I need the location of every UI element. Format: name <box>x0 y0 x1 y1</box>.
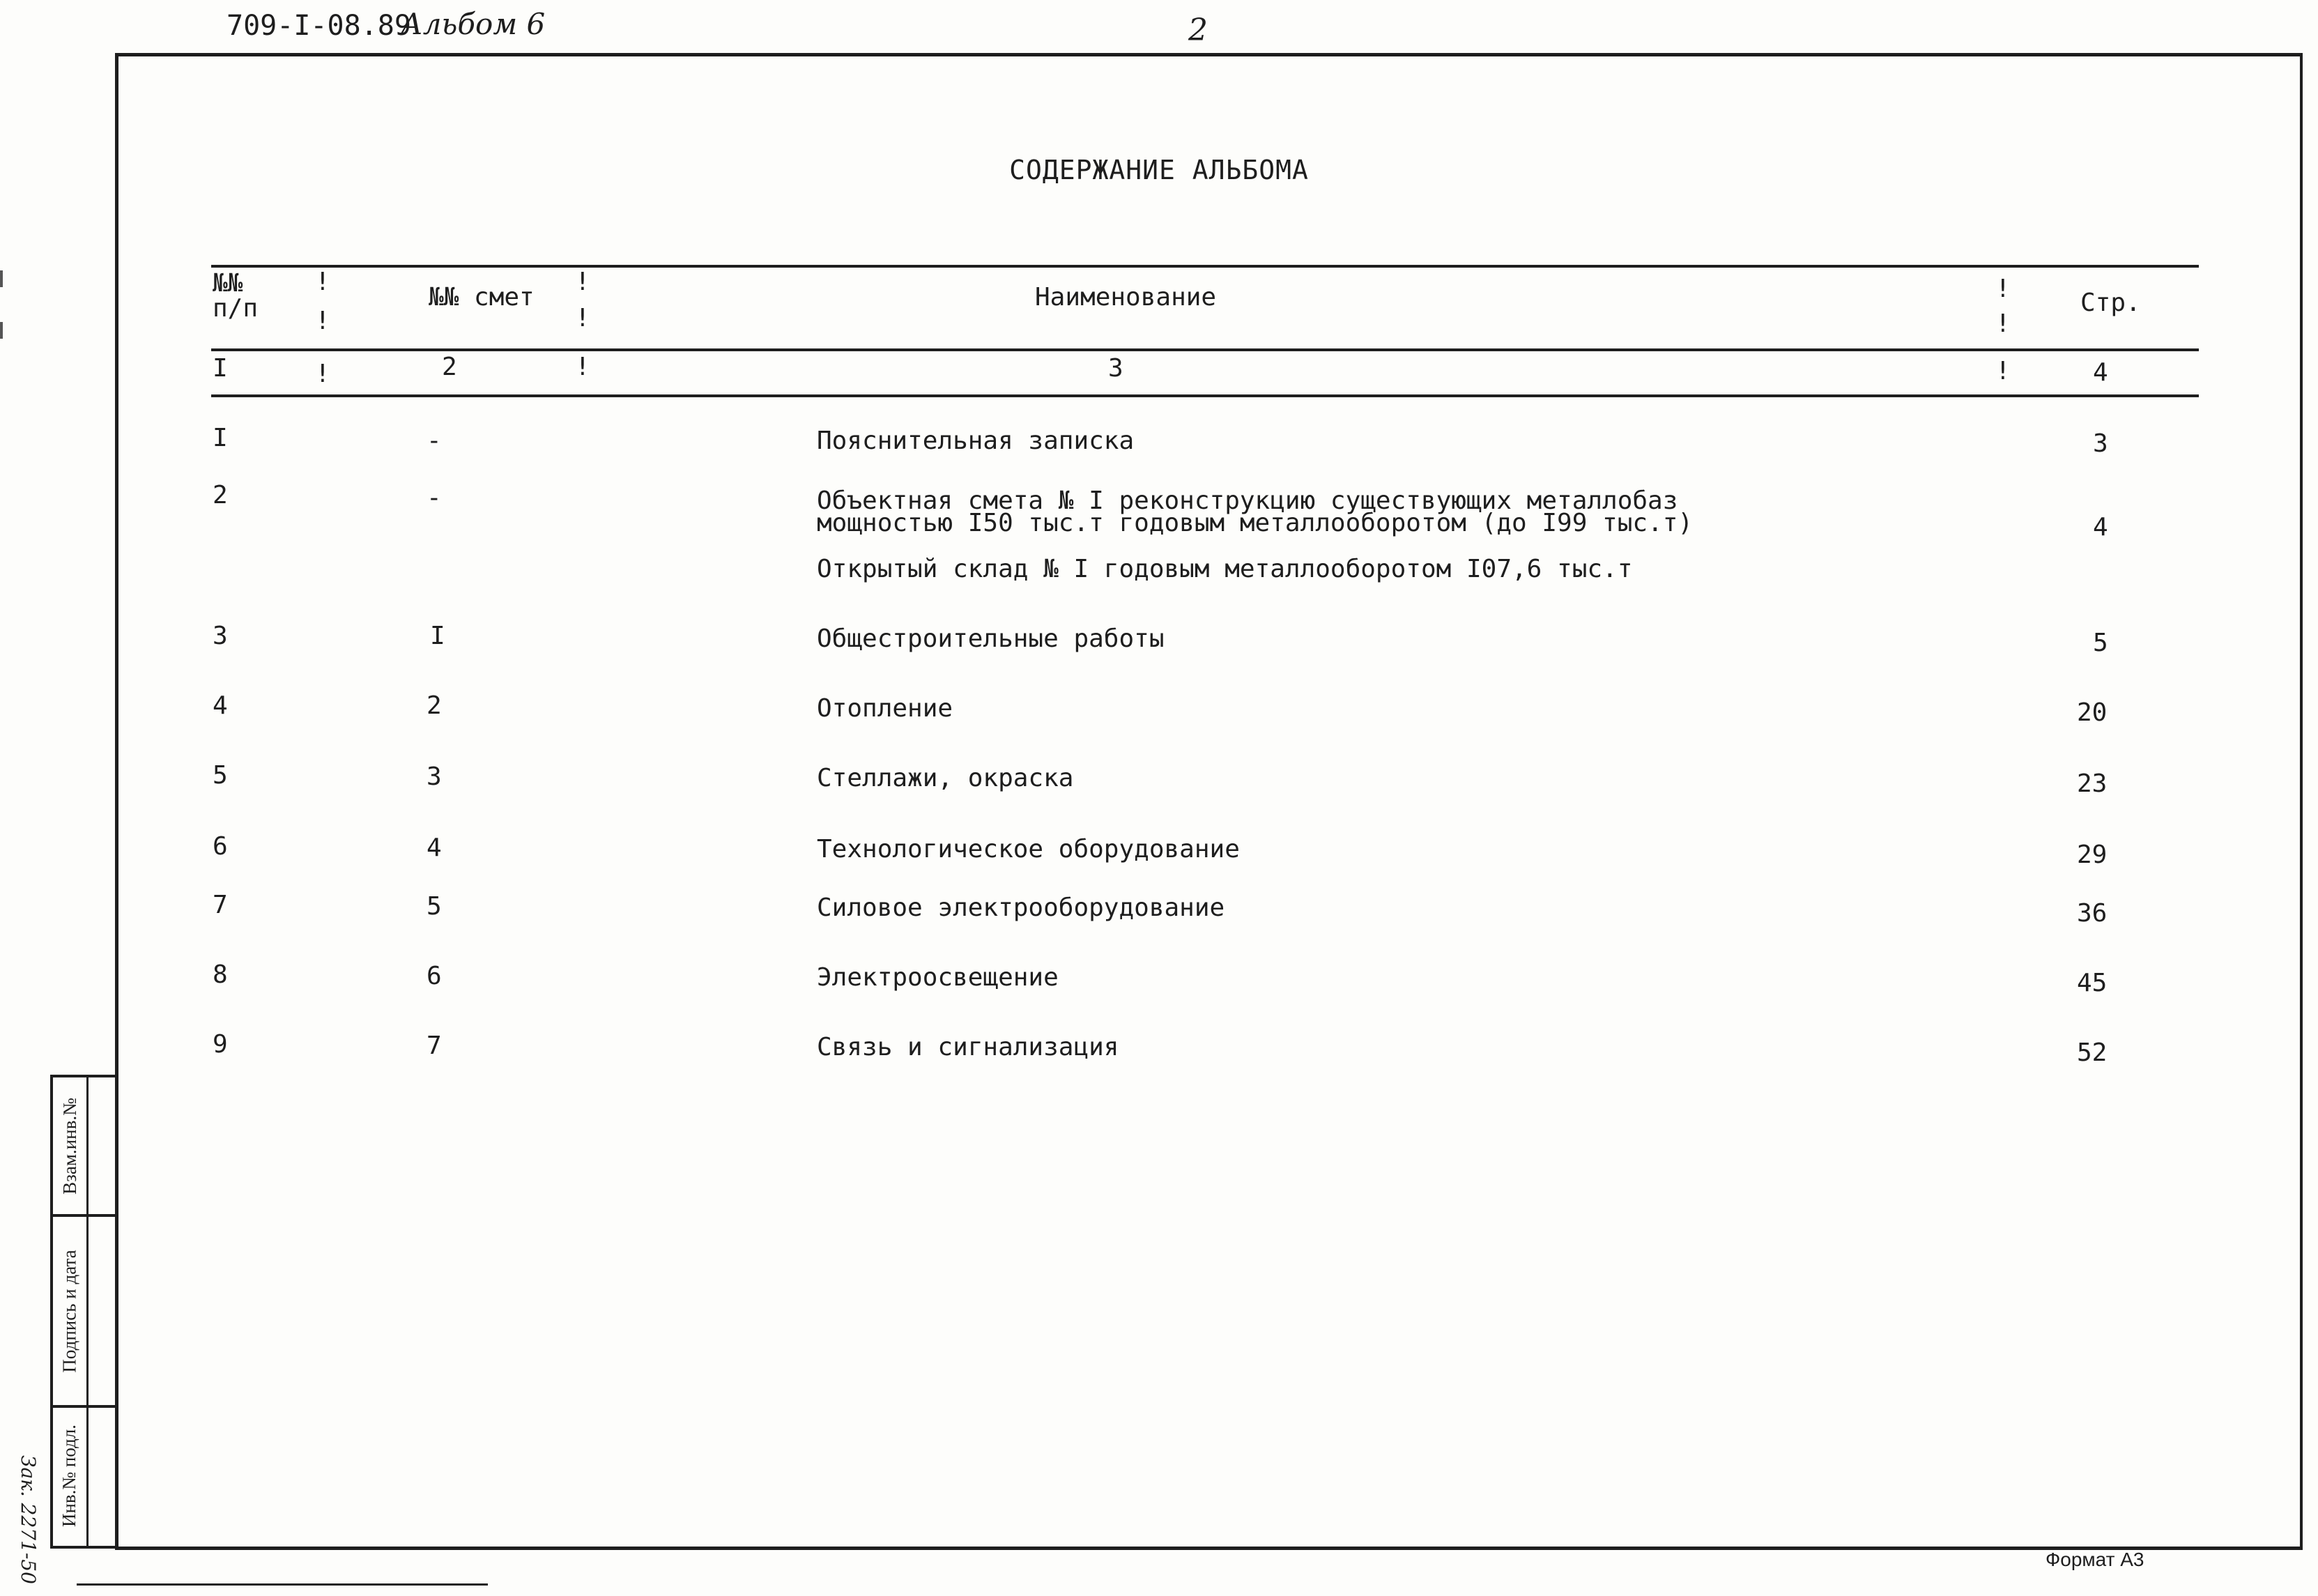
row-page: 3 <box>2093 429 2108 458</box>
row-name: Силовое электрооборудование <box>817 893 1225 922</box>
row-estimate: 6 <box>427 962 442 990</box>
column-separator: ! <box>575 304 590 332</box>
side-stamp <box>50 1075 118 1549</box>
drawing-frame <box>115 53 2303 1550</box>
stamp-row <box>53 1217 118 1408</box>
column-number-1: I <box>213 354 228 383</box>
row-num: 5 <box>213 761 228 790</box>
bottom-rule <box>77 1583 488 1586</box>
row-estimate: - <box>427 427 442 455</box>
order-note <box>14 1457 42 1582</box>
album-code: 709-I-08.89 <box>227 10 411 42</box>
row-estimate: 2 <box>427 691 442 720</box>
stamp-row <box>53 1077 118 1217</box>
table-top-rule <box>211 265 2199 268</box>
row-estimate: 3 <box>427 762 442 791</box>
row-estimate: I <box>430 622 445 650</box>
row-page: 23 <box>2077 769 2108 798</box>
order-note-text: Зак. 2271-50 <box>16 1455 40 1584</box>
header-name: Наименование <box>1035 283 1217 312</box>
row-estimate: 4 <box>427 834 442 862</box>
row-num: 3 <box>213 622 228 650</box>
header-rule <box>211 348 2199 351</box>
row-num: 9 <box>213 1030 228 1059</box>
row-page: 36 <box>2077 899 2108 928</box>
header-num-line2: п/п <box>213 294 259 323</box>
row-name: Открытый склад № I годовым металлооборотом I07,6 тыс.т <box>817 555 1633 583</box>
column-number-rule <box>211 394 2199 397</box>
stamp-label-replacement-inv: Взам.инв.№ <box>59 1097 80 1195</box>
column-number-2: 2 <box>442 353 457 381</box>
row-page: 45 <box>2077 969 2108 997</box>
row-name: Объектная смета № I реконструкцию существующих металлобаз <box>817 486 1678 515</box>
row-num: 6 <box>213 832 228 861</box>
column-separator: ! <box>575 268 590 296</box>
column-number-3: 3 <box>1108 354 1123 383</box>
column-separator: ! <box>1995 357 2011 385</box>
row-page: 52 <box>2077 1038 2108 1067</box>
row-name: Технологическое оборудование <box>817 835 1240 864</box>
page-number: 2 <box>1188 13 1208 48</box>
row-estimate: 5 <box>427 892 442 921</box>
stamp-row <box>53 1408 118 1543</box>
stamp-label-original-inv: Инв.№ подл. <box>59 1424 80 1527</box>
row-num: 7 <box>213 891 228 919</box>
row-page: 29 <box>2077 841 2108 869</box>
column-separator: ! <box>315 360 330 388</box>
row-name: Отопление <box>817 694 953 723</box>
row-num: 4 <box>213 691 228 720</box>
header-num-line1: №№ <box>213 269 243 298</box>
column-separator: ! <box>1995 275 2011 303</box>
row-name: мощностью I50 тыс.т годовым металлооборотом (до I99 тыс.т) <box>817 509 1694 537</box>
column-separator: ! <box>575 353 590 381</box>
header-page: Стр. <box>2080 289 2141 317</box>
stamp-divider <box>86 1077 89 1546</box>
margin-tick <box>0 322 3 339</box>
row-page: 5 <box>2093 629 2108 657</box>
row-name: Стеллажи, окраска <box>817 764 1074 792</box>
margin-tick <box>0 270 3 287</box>
row-name: Связь и сигнализация <box>817 1033 1119 1061</box>
header-estimate: №№ смет <box>429 283 535 312</box>
row-name: Общестроительные работы <box>817 624 1165 653</box>
paper-format: Формат А3 <box>2045 1549 2144 1570</box>
document-title: СОДЕРЖАНИЕ АЛЬБОМА <box>1009 155 1309 185</box>
row-name: Пояснительная записка <box>817 427 1135 455</box>
column-number-4: 4 <box>2093 358 2108 387</box>
row-estimate: 7 <box>427 1031 442 1060</box>
row-num: 2 <box>213 481 228 509</box>
column-separator: ! <box>1995 309 2011 338</box>
row-num: I <box>213 424 228 452</box>
column-separator: ! <box>315 268 330 296</box>
column-separator: ! <box>315 307 330 335</box>
row-page: 20 <box>2077 698 2108 727</box>
stamp-label-signature-date: Подпись и дата <box>59 1249 80 1373</box>
row-estimate: - <box>427 484 442 512</box>
row-name: Электроосвещение <box>817 963 1059 992</box>
row-page: 4 <box>2093 513 2108 542</box>
album-number: Альбом 6 <box>401 7 546 41</box>
row-num: 8 <box>213 960 228 989</box>
